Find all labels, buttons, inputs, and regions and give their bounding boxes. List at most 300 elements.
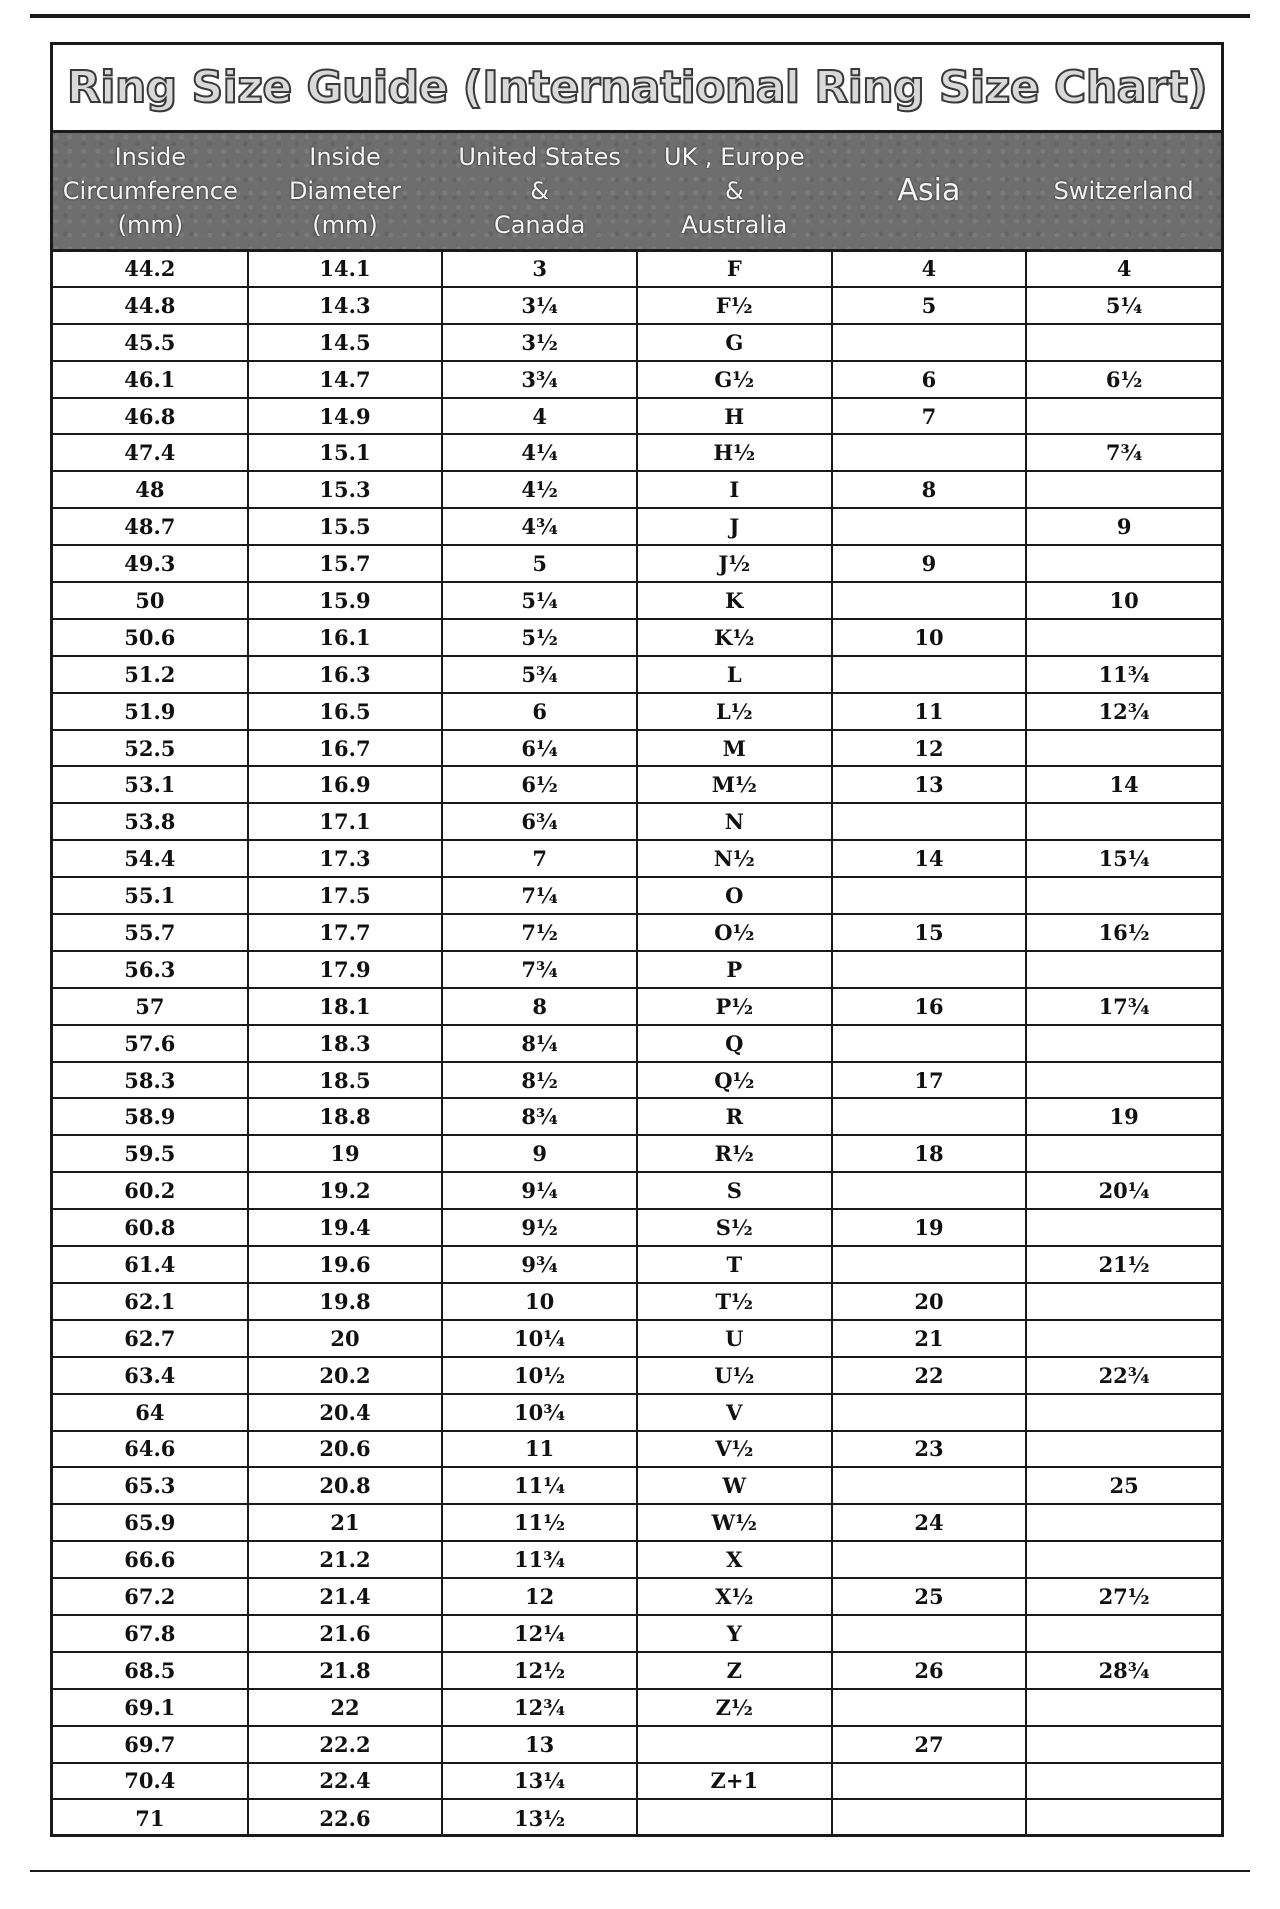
cell-asia: 10 [832,619,1027,656]
cell-asia: 27 [832,1726,1027,1763]
cell-switzerland: 10 [1026,582,1221,619]
table-row [53,1541,1221,1578]
cell-diameter: 16.1 [248,619,443,656]
cell-us-canada: 5¾ [442,656,637,693]
cell-circumference: 48.7 [53,508,248,545]
cell-circumference: 44.8 [53,287,248,324]
cell-us-canada: 9½ [442,1209,637,1246]
cell-diameter: 22.4 [248,1763,443,1800]
cell-switzerland [1026,1135,1221,1172]
cell-diameter: 20.6 [248,1431,443,1468]
cell-uk-europe-australia: U½ [637,1357,832,1394]
cell-us-canada: 4¼ [442,434,637,471]
cell-diameter: 17.1 [248,803,443,840]
table-row [53,1726,1221,1763]
cell-diameter: 14.5 [248,324,443,361]
table-row [53,766,1221,803]
cell-us-canada: 4 [442,398,637,435]
cell-asia: 15 [832,914,1027,951]
cell-switzerland [1026,803,1221,840]
cell-diameter: 19.8 [248,1283,443,1320]
cell-us-canada: 7 [442,840,637,877]
cell-circumference: 58.3 [53,1062,248,1099]
cell-asia: 18 [832,1135,1027,1172]
cell-asia [832,1763,1027,1800]
cell-uk-europe-australia: S½ [637,1209,832,1246]
cell-switzerland: 21½ [1026,1246,1221,1283]
cell-diameter: 20.4 [248,1394,443,1431]
cell-asia [832,434,1027,471]
cell-asia [832,877,1027,914]
cell-us-canada: 5 [442,545,637,582]
cell-asia [832,1799,1027,1836]
cell-asia: 23 [832,1431,1027,1468]
cell-diameter: 14.7 [248,361,443,398]
cell-asia [832,656,1027,693]
top-rule [30,14,1250,18]
cell-us-canada: 13 [442,1726,637,1763]
table-row [53,1062,1221,1099]
cell-circumference: 57 [53,988,248,1025]
cell-asia [832,1615,1027,1652]
cell-diameter: 20 [248,1320,443,1357]
cell-asia [832,1541,1027,1578]
cell-us-canada: 6½ [442,766,637,803]
cell-uk-europe-australia: N [637,803,832,840]
cell-uk-europe-australia: S [637,1172,832,1209]
table-row [53,840,1221,877]
cell-circumference: 62.1 [53,1283,248,1320]
cell-switzerland: 5¼ [1026,287,1221,324]
cell-circumference: 53.1 [53,766,248,803]
cell-switzerland [1026,1615,1221,1652]
cell-uk-europe-australia: L½ [637,693,832,730]
cell-switzerland [1026,324,1221,361]
cell-switzerland [1026,471,1221,508]
cell-diameter: 18.3 [248,1025,443,1062]
cell-circumference: 71 [53,1799,248,1836]
cell-uk-europe-australia: I [637,471,832,508]
cell-us-canada: 3½ [442,324,637,361]
table-row [53,287,1221,324]
cell-diameter: 15.9 [248,582,443,619]
table-row [53,361,1221,398]
cell-us-canada: 13½ [442,1799,637,1836]
cell-uk-europe-australia: F½ [637,287,832,324]
cell-diameter: 17.5 [248,877,443,914]
cell-uk-europe-australia: Z½ [637,1689,832,1726]
cell-switzerland: 20¼ [1026,1172,1221,1209]
cell-switzerland [1026,1209,1221,1246]
cell-circumference: 51.9 [53,693,248,730]
table-row [53,1652,1221,1689]
cell-circumference: 61.4 [53,1246,248,1283]
cell-diameter: 19.4 [248,1209,443,1246]
table-row [53,730,1221,767]
cell-switzerland: 25 [1026,1467,1221,1504]
cell-uk-europe-australia: H [637,398,832,435]
cell-switzerland [1026,1025,1221,1062]
cell-circumference: 44.2 [53,250,248,287]
header-row [53,133,1221,250]
cell-uk-europe-australia: M [637,730,832,767]
cell-us-canada: 9¼ [442,1172,637,1209]
cell-uk-europe-australia: P½ [637,988,832,1025]
cell-switzerland: 28¾ [1026,1652,1221,1689]
cell-us-canada: 13¼ [442,1763,637,1800]
cell-diameter: 17.7 [248,914,443,951]
cell-diameter: 18.1 [248,988,443,1025]
cell-uk-europe-australia: J½ [637,545,832,582]
cell-switzerland [1026,1689,1221,1726]
cell-diameter: 21 [248,1504,443,1541]
table-row [53,1467,1221,1504]
cell-us-canada: 10 [442,1283,637,1320]
cell-uk-europe-australia: K [637,582,832,619]
cell-circumference: 47.4 [53,434,248,471]
cell-uk-europe-australia: V½ [637,1431,832,1468]
cell-us-canada: 10¾ [442,1394,637,1431]
table-row [53,1763,1221,1800]
cell-uk-europe-australia: R [637,1098,832,1135]
cell-us-canada: 8¼ [442,1025,637,1062]
cell-us-canada: 8 [442,988,637,1025]
cell-asia: 24 [832,1504,1027,1541]
cell-circumference: 63.4 [53,1357,248,1394]
cell-asia: 21 [832,1320,1027,1357]
cell-circumference: 65.9 [53,1504,248,1541]
cell-switzerland [1026,951,1221,988]
cell-diameter: 17.9 [248,951,443,988]
cell-uk-europe-australia: W [637,1467,832,1504]
cell-us-canada: 9 [442,1135,637,1172]
table-row [53,471,1221,508]
cell-asia [832,1467,1027,1504]
cell-switzerland: 27½ [1026,1578,1221,1615]
cell-us-canada: 4¾ [442,508,637,545]
cell-diameter: 20.8 [248,1467,443,1504]
cell-diameter: 16.7 [248,730,443,767]
cell-uk-europe-australia: O [637,877,832,914]
table-row [53,1431,1221,1468]
table-row [53,508,1221,545]
table-row [53,1135,1221,1172]
cell-diameter: 19.2 [248,1172,443,1209]
table-row [53,1283,1221,1320]
cell-asia [832,324,1027,361]
table-row [53,951,1221,988]
cell-us-canada: 9¾ [442,1246,637,1283]
table-row [53,1098,1221,1135]
cell-switzerland [1026,1431,1221,1468]
cell-us-canada: 12¼ [442,1615,637,1652]
cell-switzerland [1026,545,1221,582]
cell-switzerland [1026,619,1221,656]
table-row [53,1246,1221,1283]
cell-asia [832,1098,1027,1135]
cell-uk-europe-australia: W½ [637,1504,832,1541]
cell-uk-europe-australia: X½ [637,1578,832,1615]
cell-asia [832,508,1027,545]
cell-diameter: 18.5 [248,1062,443,1099]
cell-us-canada: 12 [442,1578,637,1615]
cell-circumference: 60.2 [53,1172,248,1209]
cell-circumference: 70.4 [53,1763,248,1800]
cell-asia: 17 [832,1062,1027,1099]
table-row [53,398,1221,435]
cell-asia [832,1246,1027,1283]
cell-switzerland [1026,1320,1221,1357]
cell-circumference: 49.3 [53,545,248,582]
cell-us-canada: 6¼ [442,730,637,767]
cell-switzerland [1026,730,1221,767]
cell-diameter: 21.4 [248,1578,443,1615]
header-us-canada: United States & Canada [442,133,637,250]
cell-asia [832,803,1027,840]
cell-us-canada: 7¾ [442,951,637,988]
cell-circumference: 66.6 [53,1541,248,1578]
table-row [53,250,1221,287]
cell-switzerland [1026,1062,1221,1099]
cell-asia: 8 [832,471,1027,508]
cell-switzerland: 4 [1026,250,1221,287]
cell-asia: 14 [832,840,1027,877]
cell-circumference: 64.6 [53,1431,248,1468]
cell-diameter: 22.2 [248,1726,443,1763]
cell-circumference: 55.1 [53,877,248,914]
cell-us-canada: 3¾ [442,361,637,398]
cell-switzerland [1026,1799,1221,1836]
cell-us-canada: 11¼ [442,1467,637,1504]
cell-us-canada: 11½ [442,1504,637,1541]
cell-uk-europe-australia: X [637,1541,832,1578]
cell-uk-europe-australia: U [637,1320,832,1357]
cell-uk-europe-australia: H½ [637,434,832,471]
cell-diameter: 14.3 [248,287,443,324]
cell-switzerland [1026,1283,1221,1320]
cell-uk-europe-australia: O½ [637,914,832,951]
cell-uk-europe-australia: Z [637,1652,832,1689]
cell-us-canada: 7¼ [442,877,637,914]
cell-uk-europe-australia: G [637,324,832,361]
cell-switzerland: 19 [1026,1098,1221,1135]
cell-circumference: 52.5 [53,730,248,767]
cell-circumference: 69.1 [53,1689,248,1726]
cell-us-canada: 8¾ [442,1098,637,1135]
cell-circumference: 67.8 [53,1615,248,1652]
table-body [53,250,1221,1836]
cell-asia: 19 [832,1209,1027,1246]
cell-circumference: 48 [53,471,248,508]
cell-diameter: 15.5 [248,508,443,545]
size-table [53,133,1221,1836]
cell-uk-europe-australia: K½ [637,619,832,656]
cell-circumference: 59.5 [53,1135,248,1172]
cell-uk-europe-australia: F [637,250,832,287]
cell-uk-europe-australia: Y [637,1615,832,1652]
cell-diameter: 15.1 [248,434,443,471]
cell-circumference: 50 [53,582,248,619]
cell-diameter: 16.5 [248,693,443,730]
cell-us-canada: 5¼ [442,582,637,619]
cell-diameter: 22 [248,1689,443,1726]
cell-uk-europe-australia: J [637,508,832,545]
cell-us-canada: 10½ [442,1357,637,1394]
ring-size-chart [50,42,1224,1837]
header-switzerland: Switzerland [1026,133,1221,250]
cell-asia: 13 [832,766,1027,803]
cell-us-canada: 8½ [442,1062,637,1099]
table-row [53,1615,1221,1652]
header-uk-europe-australia: UK , Europe & Australia [637,133,832,250]
cell-circumference: 51.2 [53,656,248,693]
cell-switzerland [1026,1726,1221,1763]
cell-asia [832,1025,1027,1062]
header-inside-diameter: Inside Diameter (mm) [248,133,443,250]
cell-switzerland [1026,398,1221,435]
table-row [53,1172,1221,1209]
cell-switzerland: 7¾ [1026,434,1221,471]
cell-switzerland: 14 [1026,766,1221,803]
table-row [53,1357,1221,1394]
table-row [53,1394,1221,1431]
cell-asia: 20 [832,1283,1027,1320]
cell-us-canada: 3 [442,250,637,287]
cell-circumference: 55.7 [53,914,248,951]
header-inside-circumference: Inside Circumference (mm) [53,133,248,250]
table-row [53,877,1221,914]
cell-circumference: 65.3 [53,1467,248,1504]
cell-circumference: 54.4 [53,840,248,877]
cell-circumference: 67.2 [53,1578,248,1615]
bottom-rule [30,1870,1250,1872]
cell-uk-europe-australia: V [637,1394,832,1431]
cell-switzerland [1026,1763,1221,1800]
cell-switzerland [1026,1504,1221,1541]
cell-diameter: 21.6 [248,1615,443,1652]
cell-us-canada: 4½ [442,471,637,508]
cell-us-canada: 6¾ [442,803,637,840]
cell-circumference: 58.9 [53,1098,248,1135]
cell-switzerland: 11¾ [1026,656,1221,693]
header-asia: Asia [832,133,1027,250]
cell-switzerland [1026,1541,1221,1578]
cell-asia [832,1689,1027,1726]
cell-switzerland: 17¾ [1026,988,1221,1025]
cell-asia [832,951,1027,988]
cell-uk-europe-australia: Z+1 [637,1763,832,1800]
table-row [53,656,1221,693]
cell-switzerland [1026,1394,1221,1431]
cell-asia: 7 [832,398,1027,435]
cell-asia: 9 [832,545,1027,582]
cell-asia: 4 [832,250,1027,287]
cell-circumference: 45.5 [53,324,248,361]
cell-circumference: 62.7 [53,1320,248,1357]
cell-us-canada: 10¼ [442,1320,637,1357]
cell-us-canada: 11 [442,1431,637,1468]
cell-us-canada: 3¼ [442,287,637,324]
cell-asia: 5 [832,287,1027,324]
cell-switzerland: 15¼ [1026,840,1221,877]
table-row [53,693,1221,730]
cell-circumference: 56.3 [53,951,248,988]
cell-uk-europe-australia: Q [637,1025,832,1062]
table-row [53,1689,1221,1726]
cell-diameter: 21.2 [248,1541,443,1578]
cell-us-canada: 5½ [442,619,637,656]
cell-switzerland: 22¾ [1026,1357,1221,1394]
cell-diameter: 14.9 [248,398,443,435]
cell-asia: 16 [832,988,1027,1025]
table-row [53,1025,1221,1062]
cell-uk-europe-australia: Q½ [637,1062,832,1099]
chart-title: Ring Size Guide (International Ring Size Chart) [53,45,1221,133]
table-row [53,619,1221,656]
cell-asia [832,1172,1027,1209]
table-row [53,1578,1221,1615]
cell-us-canada: 12¾ [442,1689,637,1726]
cell-uk-europe-australia [637,1726,832,1763]
cell-diameter: 20.2 [248,1357,443,1394]
table-row [53,1320,1221,1357]
cell-diameter: 19.6 [248,1246,443,1283]
table-row [53,582,1221,619]
table-row [53,1209,1221,1246]
cell-asia: 6 [832,361,1027,398]
cell-circumference: 64 [53,1394,248,1431]
cell-diameter: 21.8 [248,1652,443,1689]
cell-circumference: 46.1 [53,361,248,398]
cell-diameter: 15.3 [248,471,443,508]
cell-switzerland [1026,877,1221,914]
cell-us-canada: 12½ [442,1652,637,1689]
table-row [53,434,1221,471]
cell-circumference: 57.6 [53,1025,248,1062]
cell-asia [832,582,1027,619]
cell-circumference: 68.5 [53,1652,248,1689]
cell-uk-europe-australia: G½ [637,361,832,398]
cell-asia [832,1394,1027,1431]
cell-uk-europe-australia: T½ [637,1283,832,1320]
cell-asia: 26 [832,1652,1027,1689]
cell-diameter: 18.8 [248,1098,443,1135]
cell-diameter: 15.7 [248,545,443,582]
cell-uk-europe-australia: M½ [637,766,832,803]
cell-asia: 11 [832,693,1027,730]
cell-diameter: 19 [248,1135,443,1172]
cell-switzerland: 12¾ [1026,693,1221,730]
cell-us-canada: 6 [442,693,637,730]
cell-uk-europe-australia: L [637,656,832,693]
cell-circumference: 60.8 [53,1209,248,1246]
cell-diameter: 14.1 [248,250,443,287]
table-row [53,914,1221,951]
cell-uk-europe-australia: P [637,951,832,988]
cell-circumference: 69.7 [53,1726,248,1763]
cell-asia: 25 [832,1578,1027,1615]
cell-circumference: 50.6 [53,619,248,656]
table-header [53,133,1221,250]
cell-uk-europe-australia [637,1799,832,1836]
cell-circumference: 46.8 [53,398,248,435]
cell-circumference: 53.8 [53,803,248,840]
table-row [53,1504,1221,1541]
cell-diameter: 16.3 [248,656,443,693]
cell-uk-europe-australia: R½ [637,1135,832,1172]
cell-switzerland: 9 [1026,508,1221,545]
cell-diameter: 16.9 [248,766,443,803]
